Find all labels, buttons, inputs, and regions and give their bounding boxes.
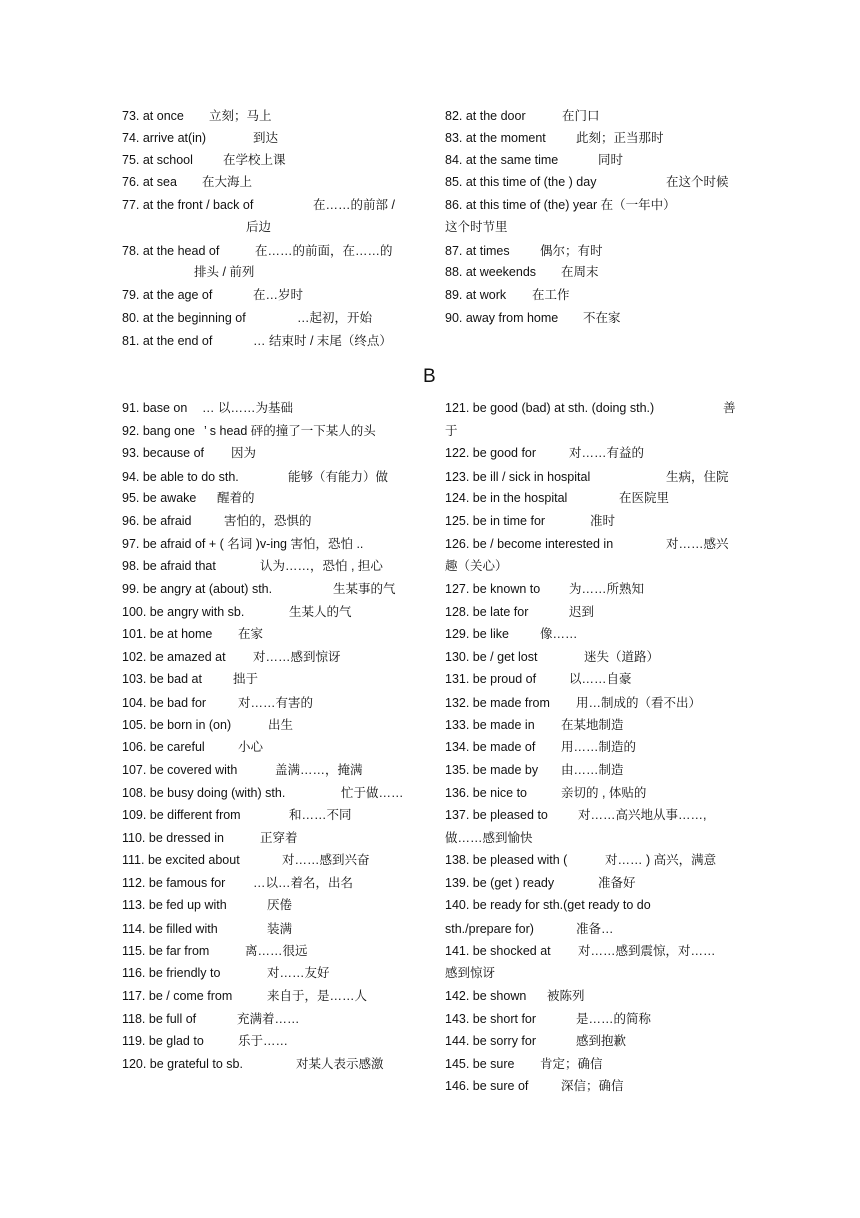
list-item: 91. base on … 以……为基础 xyxy=(122,401,293,415)
list-item: 94. be able to do sth. 能够（有能力）做 xyxy=(122,470,389,484)
list-item: 77. at the front / back of 在……的前部 / xyxy=(122,198,395,212)
list-item: 88. at weekends 在周末 xyxy=(445,265,599,279)
list-item-continuation: 感到惊讶 xyxy=(445,966,496,980)
list-item: 128. be late for 迟到 xyxy=(445,605,595,619)
list-item: 131. be proud of 以……自豪 xyxy=(445,672,632,686)
list-item: 144. be sorry for 感到抱歉 xyxy=(445,1034,627,1048)
list-item: 141. be shocked at 对……感到震惊，对…… xyxy=(445,944,716,958)
list-item: 98. be afraid that 认为……，恐怕 , 担心 xyxy=(122,559,383,573)
list-item: 132. be made from 用…制成的（看不出） xyxy=(445,696,702,710)
list-item: 96. be afraid 害怕的，恐惧的 xyxy=(122,514,312,528)
list-item: 119. be glad to 乐于…… xyxy=(122,1034,289,1048)
list-item: 93. because of 因为 xyxy=(122,446,257,460)
list-item: 103. be bad at 拙于 xyxy=(122,672,259,686)
list-item-continuation: 于 xyxy=(445,424,458,438)
list-item-continuation: 排头 / 前列 xyxy=(194,265,255,279)
list-item: 111. be excited about 对……感到兴奋 xyxy=(122,853,370,867)
list-item: 130. be / get lost 迷失（道路） xyxy=(445,650,660,664)
list-item: 99. be angry at (about) sth. 生某事的气 xyxy=(122,582,396,596)
list-item: 75. at school 在学校上课 xyxy=(122,153,286,167)
list-item: 74. arrive at(in) 到达 xyxy=(122,131,279,145)
list-item: 82. at the door 在门口 xyxy=(445,109,600,123)
list-item: 84. at the same time 同时 xyxy=(445,153,624,167)
list-item: 107. be covered with 盖满……，掩满 xyxy=(122,763,363,777)
list-item: 106. be careful 小心 xyxy=(122,740,264,754)
list-item: 134. be made of 用……制造的 xyxy=(445,740,637,754)
list-item: 129. be like 像…… xyxy=(445,627,578,641)
list-item: 101. be at home 在家 xyxy=(122,627,264,641)
list-item: 117. be / come from 来自于，是……人 xyxy=(122,989,368,1003)
section-heading: B xyxy=(423,366,436,387)
list-item: 146. be sure of 深信；确信 xyxy=(445,1079,624,1093)
list-item: 138. be pleased with ( 对…… ) 高兴，满意 xyxy=(445,853,717,867)
list-item: 116. be friendly to 对……友好 xyxy=(122,966,330,980)
list-item: 122. be good for 对……有益的 xyxy=(445,446,645,460)
list-item: 127. be known to 为……所熟知 xyxy=(445,582,645,596)
list-item-continuation: 后边 xyxy=(246,220,272,234)
list-item: 81. at the end of … 结束时 / 末尾（终点） xyxy=(122,334,392,348)
list-item: 145. be sure 肯定；确信 xyxy=(445,1057,603,1071)
list-item: 139. be (get ) ready 准备好 xyxy=(445,876,636,890)
list-item: 115. be far from 离……很远 xyxy=(122,944,308,958)
list-item-continuation: 这个时节里 xyxy=(445,220,508,234)
list-item: 73. at once 立刻；马上 xyxy=(122,109,272,123)
list-item: 90. away from home 不在家 xyxy=(445,311,621,325)
list-item: 135. be made by 由……制造 xyxy=(445,763,624,777)
list-item: 126. be / become interested in 对……感兴 xyxy=(445,537,729,551)
list-item: 104. be bad for 对……有害的 xyxy=(122,696,314,710)
list-item: 136. be nice to 亲切的 , 体贴的 xyxy=(445,786,647,800)
list-item: 112. be famous for …以…着名，出名 xyxy=(122,876,354,890)
list-item-continuation: 趣（关心） xyxy=(445,559,508,573)
list-item: 125. be in time for 准时 xyxy=(445,514,616,528)
list-item: 114. be filled with 装满 xyxy=(122,922,293,936)
list-item: 142. be shown 被陈列 xyxy=(445,989,585,1003)
list-item: 118. be full of 充满着…… xyxy=(122,1012,300,1026)
list-item: 83. at the moment 此刻；正当那时 xyxy=(445,131,664,145)
list-item: 79. at the age of 在…岁时 xyxy=(122,288,304,302)
list-item: 102. be amazed at 对……感到惊讶 xyxy=(122,650,341,664)
list-item: 108. be busy doing (with) sth. 忙于做…… xyxy=(122,786,404,800)
list-item: 113. be fed up with 厌倦 xyxy=(122,898,293,912)
list-item: 137. be pleased to 对……高兴地从事……, xyxy=(445,808,707,822)
list-item: 76. at sea 在大海上 xyxy=(122,175,253,189)
list-item: 105. be born in (on) 出生 xyxy=(122,718,294,732)
list-item: 140. be ready for sth.(get ready to do xyxy=(445,898,651,912)
list-item: 78. at the head of 在……的前面，在……的 xyxy=(122,244,393,258)
list-item: 121. be good (bad) at sth. (doing sth.) 善 xyxy=(445,401,736,415)
list-item: 86. at this time of (the) year 在（一年中） xyxy=(445,198,676,212)
list-item: 85. at this time of (the ) day 在这个时候 xyxy=(445,175,729,189)
list-item: 97. be afraid of + ( 名词 )v-ing 害怕，恐怕 .. xyxy=(122,537,364,551)
list-item: 95. be awake 醒着的 xyxy=(122,491,255,505)
list-item-continuation: sth./prepare for) 准备… xyxy=(445,922,614,936)
list-item: 92. bang one ’ s head 砰的撞了一下某人的头 xyxy=(122,424,376,438)
list-item: 109. be different from 和……不同 xyxy=(122,808,352,822)
list-item: 133. be made in 在某地制造 xyxy=(445,718,624,732)
list-item: 89. at work 在工作 xyxy=(445,288,570,302)
list-item-continuation: 做……感到愉快 xyxy=(445,831,533,845)
list-item: 143. be short for 是……的简称 xyxy=(445,1012,652,1026)
list-item: 120. be grateful to sb. 对某人表示感激 xyxy=(122,1057,384,1071)
list-item: 80. at the beginning of …起初，开始 xyxy=(122,311,373,325)
list-item: 123. be ill / sick in hospital 生病，住院 xyxy=(445,470,729,484)
list-item: 124. be in the hospital 在医院里 xyxy=(445,491,670,505)
list-item: 87. at times 偶尔；有时 xyxy=(445,244,603,258)
list-item: 110. be dressed in 正穿着 xyxy=(122,831,298,845)
list-item: 100. be angry with sb. 生某人的气 xyxy=(122,605,352,619)
